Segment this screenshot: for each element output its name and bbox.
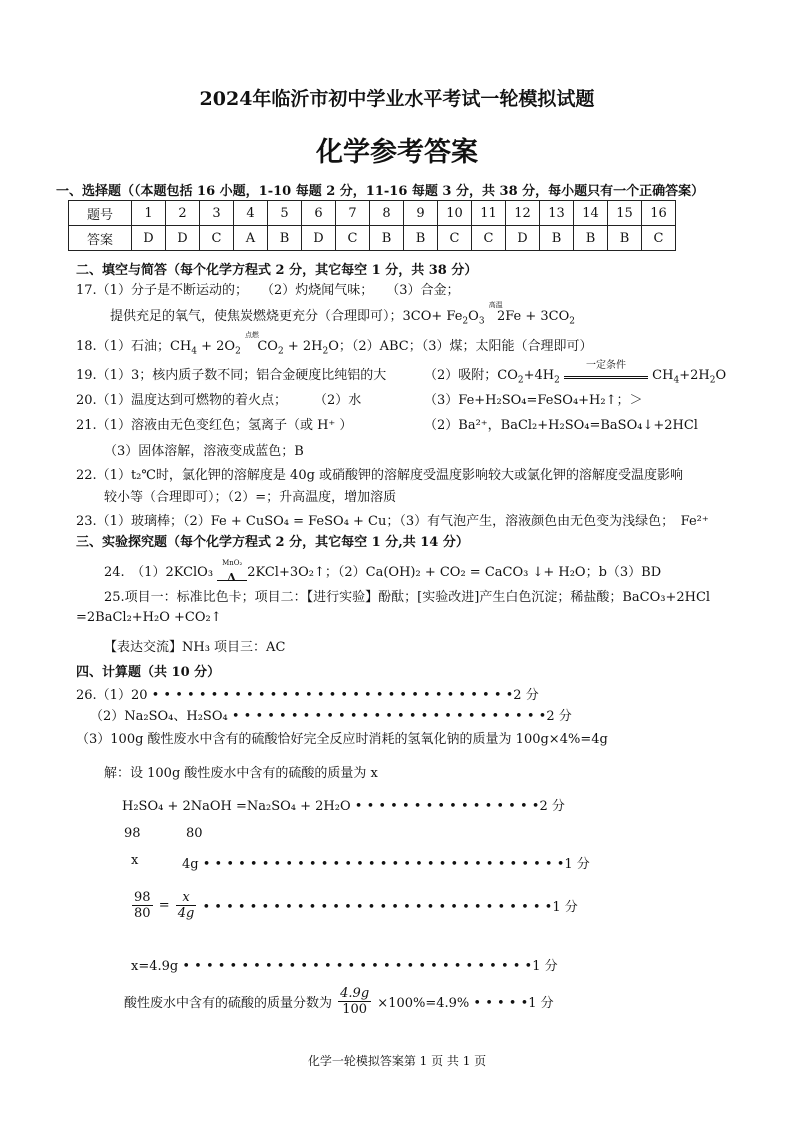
- q21-part1: 21.（1）溶液由无色变红色；氢离子（或 H⁺ ）: [76, 418, 353, 433]
- q19-text: CH: [652, 368, 674, 383]
- q19-text: +4H: [523, 368, 555, 383]
- q24-text: 24. （1）2KClO₃: [104, 565, 214, 580]
- answer-table: [68, 200, 676, 251]
- table-cell: 5: [268, 201, 302, 226]
- table-cell: B: [574, 226, 608, 251]
- q18-text: O；（2）ABC；（3）煤；太阳能（合理即可）: [328, 339, 593, 354]
- final-line: [124, 986, 554, 1017]
- table-cell: C: [472, 226, 506, 251]
- section2-heading: 二、填空与简答（每个化学方程式 2 分，其它每空 1 分，共 38 分）: [76, 263, 478, 278]
- q19-text: （2）吸附；CO: [424, 368, 518, 383]
- table-cell: 6: [302, 201, 336, 226]
- final-score: ×100%=4.9% • • • • •1 分: [377, 996, 554, 1011]
- ratio-score: • • • • • • • • • • • • • • • • • • • • • • • • • • • • • •1 分: [202, 900, 578, 915]
- q17-line2: 提供充足的氧气，使焦炭燃烧更充分（合理即可）；$3CO+ Fe_2O_3$ 高温 $2Fe + 3CO_2$: [110, 301, 575, 327]
- table-cell: 11: [472, 201, 506, 226]
- table-cell: A: [234, 226, 268, 251]
- table-cell: C: [200, 226, 234, 251]
- final-text: 酸性废水中含有的硫酸的质量分数为: [124, 996, 333, 1011]
- table-cell: 3: [200, 201, 234, 226]
- solution-intro: 解：设 100g 酸性废水中含有的硫酸的质量为 x: [104, 766, 378, 781]
- table-cell: C: [642, 226, 676, 251]
- page-footer: 化学一轮模拟答案第 1 页 共 1 页: [307, 1054, 487, 1068]
- q18-text: CO: [253, 339, 278, 354]
- table-cell: C: [438, 226, 472, 251]
- table-cell: 9: [404, 201, 438, 226]
- q21-part2: （2）Ba²⁺，BaCl₂+H₂SO₄=BaSO₄↓+2HCl: [424, 418, 698, 433]
- q26-part1: 26.（1）20 • • • • • • • • • • • • • • • • • • • • • • • • • • • • • • •2 分: [76, 688, 539, 703]
- q19-part1: 19.（1）3；核内质子数不同；铝合金硬度比纯铝的大: [76, 368, 387, 383]
- section4-heading: 四、计算题（共 10 分）: [76, 665, 221, 680]
- molar-mass-2: 80: [186, 826, 203, 841]
- q19-condition: 一定条件: [564, 368, 648, 379]
- solution-equation: H₂SO₄ + 2NaOH =Na₂SO₄ + 2H₂O • • • • • • • • • • • • • • • •2 分: [122, 799, 565, 814]
- equals-sign: =: [158, 898, 170, 913]
- table-cell: B: [540, 226, 574, 251]
- q17-condition: 高温: [488, 301, 503, 309]
- table-row-numbers: [69, 201, 676, 226]
- q17-text-tail: 2Fe + 3CO: [496, 309, 570, 324]
- q22-line1: 22.（1）t₂℃时，氯化钾的溶解度是 40g 或硝酸钾的溶解度受温度影响较大或氯化钾的溶解度受温度影响: [76, 468, 684, 483]
- q21-part3: （3）固体溶解，溶液变成蓝色；B: [104, 444, 304, 459]
- q18-text: 18.（1）石油；CH: [76, 339, 192, 354]
- page-subtitle: 化学参考答案: [316, 137, 478, 168]
- q20-part3: （3）Fe+H₂SO₄=FeSO₄+H₂↑；＞: [424, 393, 643, 408]
- table-cell: D: [166, 226, 200, 251]
- page-title: 2024年临沂市初中学业水平考试一轮模拟试题: [199, 88, 595, 110]
- q17-line1: 17.（1）分子是不断运动的； （2）灼烧闻气味； （3）合金；: [76, 283, 460, 298]
- table-cell: D: [506, 226, 540, 251]
- q24-condition: MnO₂ Δ: [217, 565, 247, 581]
- q23-line: 23.（1）玻璃棒；（2）Fe + CuSO₄ = FeSO₄ + Cu；（3）有气泡产生，溶液颜色由无色变为浅绿色； Fe²⁺: [76, 514, 709, 529]
- q20-part2: （2）水: [314, 393, 362, 408]
- q26-part2: （2）Na₂SO₄、H₂SO₄ • • • • • • • • • • • • • • • • • • • • • • • • • • •2 分: [90, 709, 572, 724]
- q18-line: 18.（1）石油；$CH_4 + 2O_2$ 点燃 $CO_2 + 2H_2O$；（2）ABC；（3）煤；太阳能（合理即可）: [76, 331, 593, 357]
- q20-part1: 20.（1）温度达到可燃物的着火点；: [76, 393, 287, 408]
- fraction-mass: $\frac{x}{4g}$: [177, 890, 195, 921]
- table-cell: C: [336, 226, 370, 251]
- table-cell: B: [608, 226, 642, 251]
- table-cell: 10: [438, 201, 472, 226]
- var-x: x: [131, 853, 139, 868]
- table-cell: B: [268, 226, 302, 251]
- table-cell: 2: [166, 201, 200, 226]
- table-cell: 16: [642, 201, 676, 226]
- fraction-final: $\frac{4.9g}{100}$: [340, 986, 370, 1017]
- q24-text: 2KCl+3O₂↑；（2）Ca(OH)₂ + CO₂ = CaCO₃ ↓+ H₂O；b（3）BD: [247, 565, 662, 580]
- table-cell: 8: [370, 201, 404, 226]
- molar-mass-1: 98: [124, 826, 141, 841]
- table-cell: 12: [506, 201, 540, 226]
- q26-part3: （3）100g 酸性废水中含有的硫酸恰好完全反应时消耗的氢氧化钠的质量为 100g×4%=4g: [76, 732, 608, 747]
- table-cell: 4: [234, 201, 268, 226]
- q17-text: 提供充足的氧气，使焦炭燃烧更充分（合理即可）；3CO+ Fe: [110, 309, 463, 324]
- table-cell: 7: [336, 201, 370, 226]
- table-row-answers: [69, 226, 676, 251]
- table-header-cell: 题号: [69, 201, 132, 226]
- q25-line1: 25.项目一：标准比色卡；项目二：【进行实验】酚酞；[实验改进]产生白色沉淀；稀盐酸；BaCO₃+2HCl: [104, 590, 711, 605]
- table-cell: B: [370, 226, 404, 251]
- var-4g: 4g • • • • • • • • • • • • • • • • • • • • • • • • • • • • • • •1 分: [182, 857, 590, 872]
- table-cell: 15: [608, 201, 642, 226]
- table-cell: D: [132, 226, 166, 251]
- q18-text: + 2H: [283, 339, 323, 354]
- ratio-line: [130, 890, 578, 921]
- table-header-cell: 答案: [69, 226, 132, 251]
- section1-heading: 一、选择题（（本题包括 16 小题，1-10 每题 2 分，11-16 每题 3 分，共 38 分，每小题只有一个正确答案）: [56, 184, 705, 199]
- x-result: x=4.9g • • • • • • • • • • • • • • • • • • • • • • • • • • • • • •1 分: [131, 959, 558, 974]
- q25-line3: 【表达交流】NH₃ 项目三：AC: [104, 640, 286, 655]
- q18-condition: 点燃: [244, 331, 259, 339]
- table-cell: 1: [132, 201, 166, 226]
- q24-line: [104, 559, 662, 584]
- fraction-molar: $\frac{98}{80}$: [134, 890, 151, 921]
- q25-line2: =2BaCl₂+H₂O +CO₂↑: [76, 610, 222, 625]
- table-cell: D: [302, 226, 336, 251]
- table-cell: 13: [540, 201, 574, 226]
- q19-text: +2H: [679, 368, 710, 383]
- q18-text: + 2O: [196, 339, 236, 354]
- q22-line2: 较小等（合理即可）；（2）=；升高温度，增加溶质: [104, 490, 397, 505]
- q19-part2: （2）吸附；$CO_2+4H_2$ 一定条件 $CH_4+2H_2O$: [424, 360, 727, 386]
- table-cell: B: [404, 226, 438, 251]
- section3-heading: 三、实验探究题（每个化学方程式 2 分，其它每空 1 分,共 14 分）: [76, 535, 469, 550]
- table-cell: 14: [574, 201, 608, 226]
